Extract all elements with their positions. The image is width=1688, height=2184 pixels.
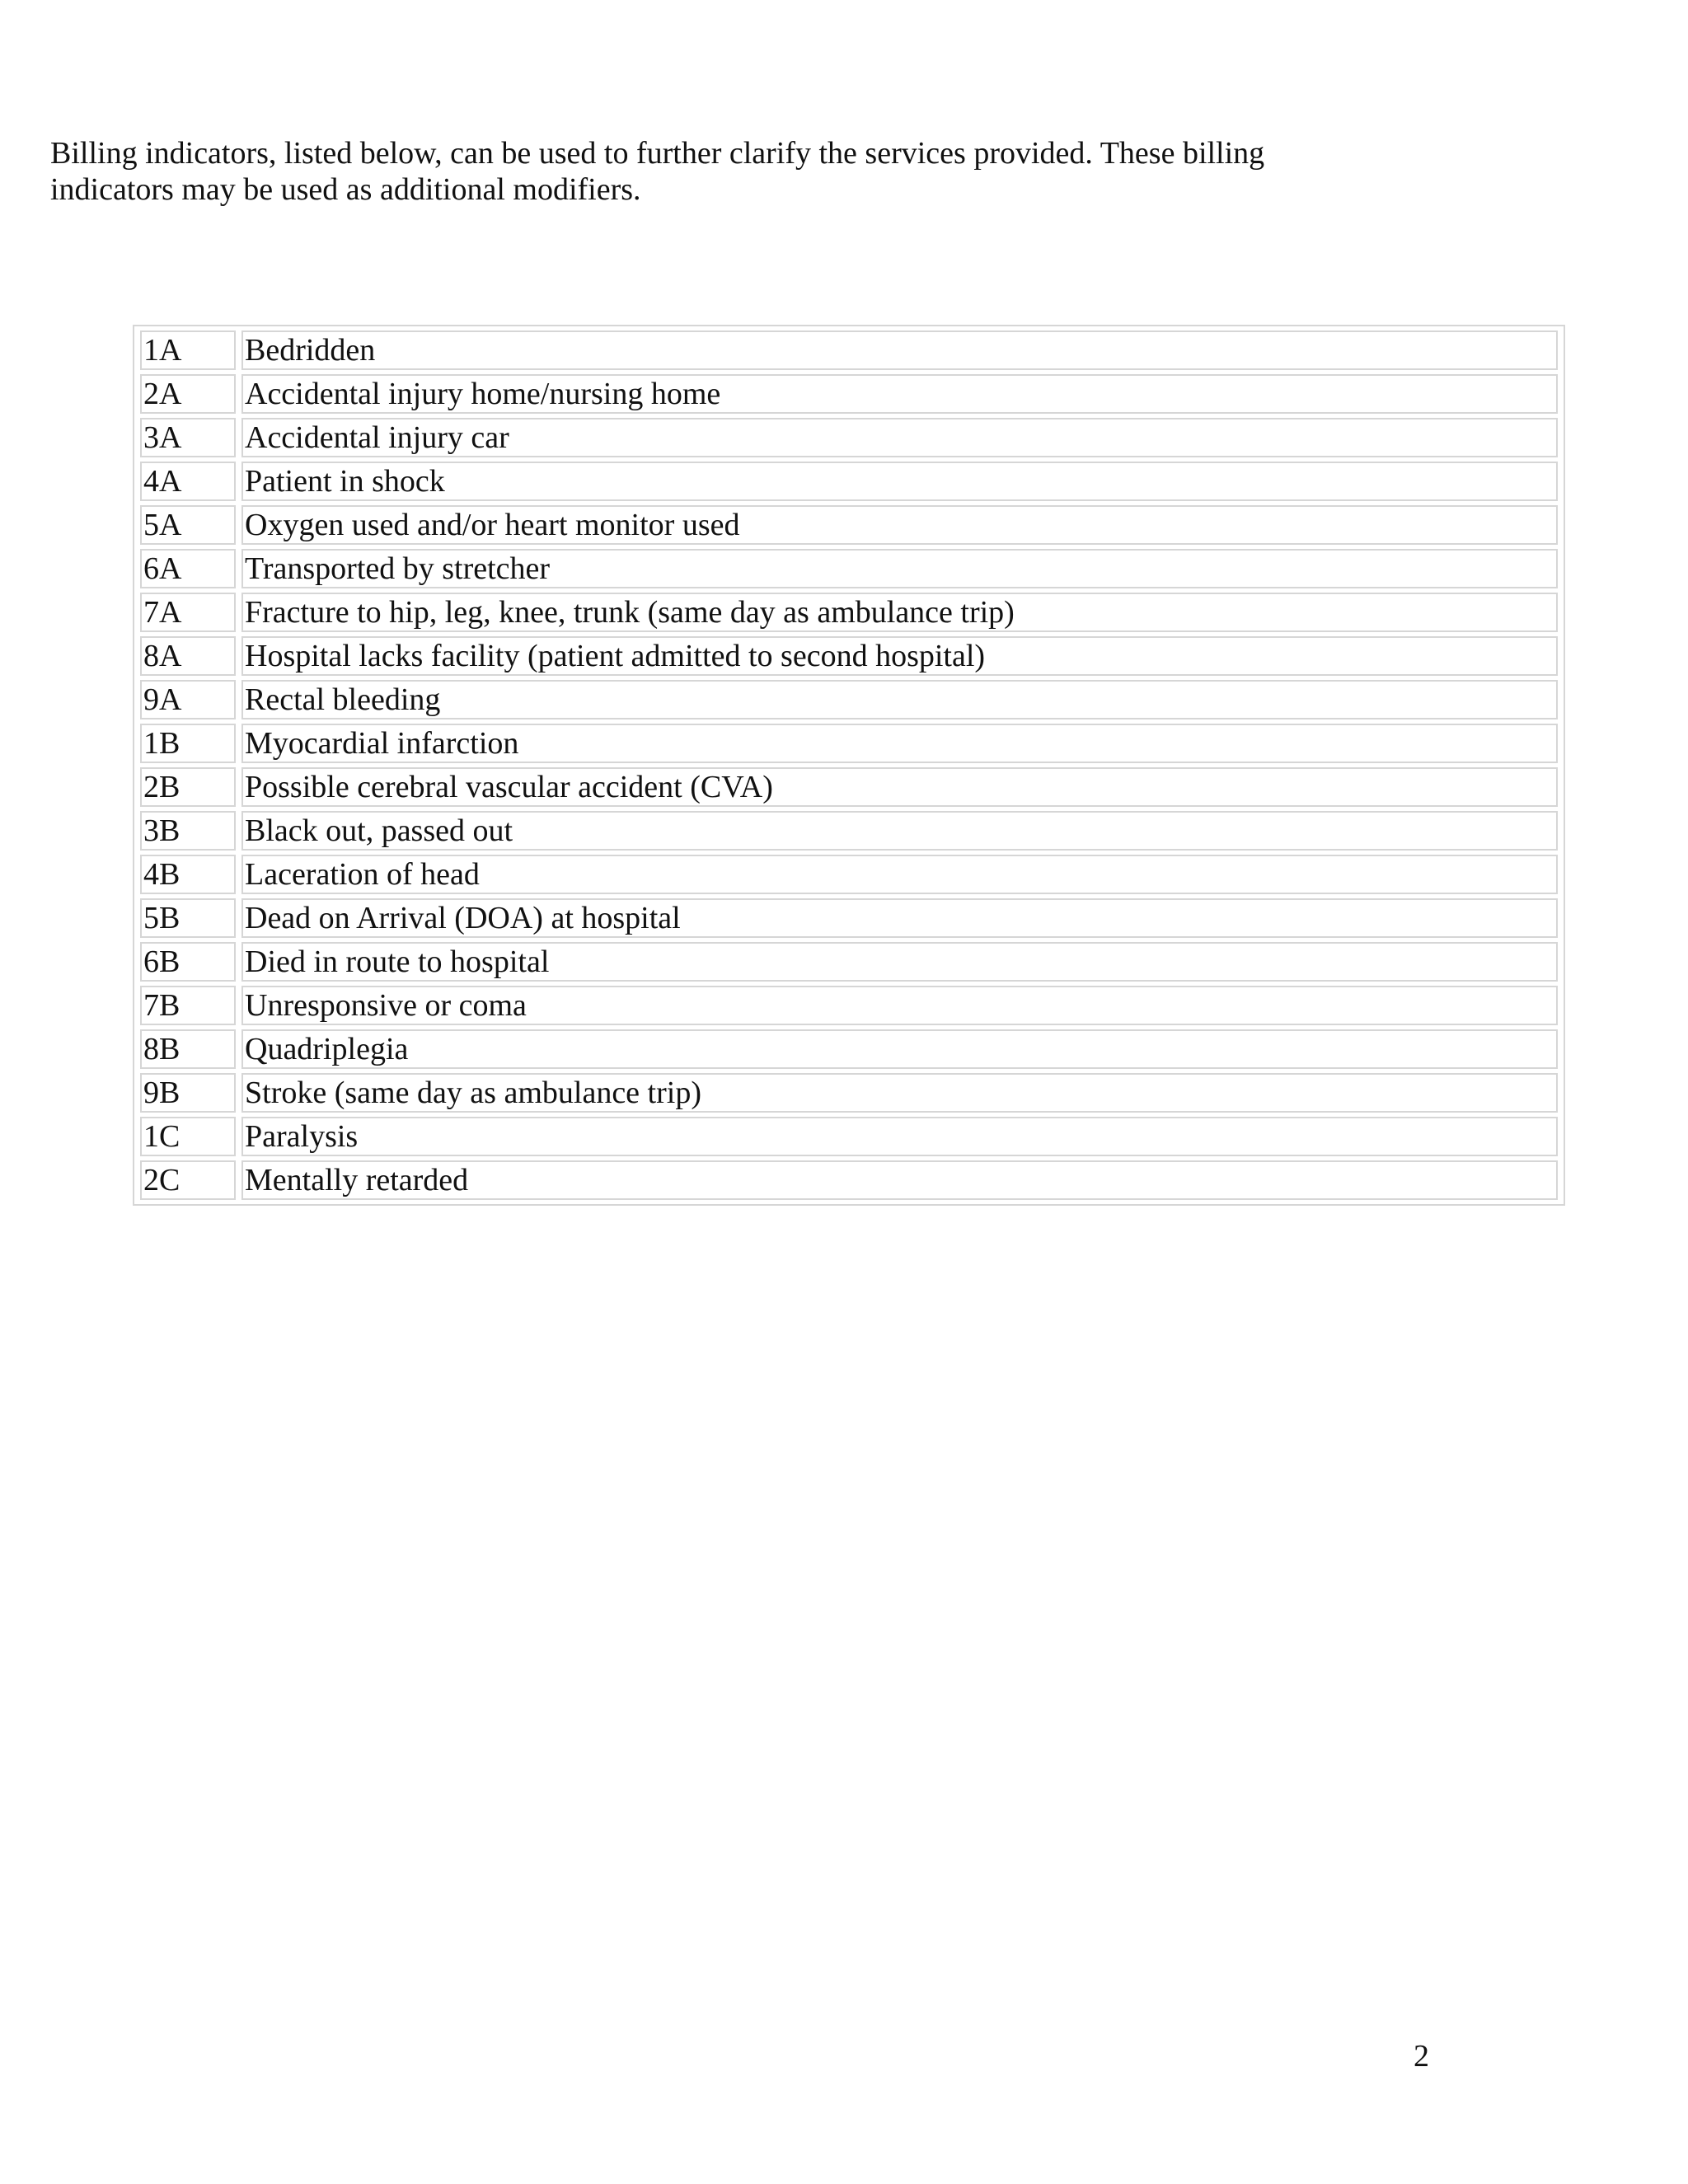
indicator-code: 3B bbox=[140, 811, 236, 851]
indicator-code: 8B bbox=[140, 1029, 236, 1069]
table-row bbox=[140, 724, 1558, 763]
indicator-description: Died in route to hospital bbox=[241, 942, 1558, 982]
indicator-description: Laceration of head bbox=[241, 855, 1558, 894]
indicator-code: 4B bbox=[140, 855, 236, 894]
indicator-description: Possible cerebral vascular accident (CVA) bbox=[241, 767, 1558, 807]
indicator-code: 9A bbox=[140, 680, 236, 719]
indicator-description: Transported by stretcher bbox=[241, 549, 1558, 588]
table-row bbox=[140, 593, 1558, 632]
table-row bbox=[140, 855, 1558, 894]
table-row bbox=[140, 374, 1558, 414]
indicator-code: 4A bbox=[140, 462, 236, 501]
indicator-description: Oxygen used and/or heart monitor used bbox=[241, 505, 1558, 545]
table-row bbox=[140, 549, 1558, 588]
indicator-description: Patient in shock bbox=[241, 462, 1558, 501]
indicator-code: 5A bbox=[140, 505, 236, 545]
indicator-code: 2B bbox=[140, 767, 236, 807]
indicator-code: 6A bbox=[140, 549, 236, 588]
indicator-code: 1A bbox=[140, 330, 236, 370]
indicator-code: 3A bbox=[140, 418, 236, 457]
table-row bbox=[140, 1073, 1558, 1113]
indicator-code: 8A bbox=[140, 636, 236, 676]
table-row bbox=[140, 1029, 1558, 1069]
indicator-description: Unresponsive or coma bbox=[241, 986, 1558, 1025]
indicator-code: 9B bbox=[140, 1073, 236, 1113]
intro-line-1: Billing indicators, listed below, can be used to further clarify the services provided. These billing bbox=[50, 136, 1265, 171]
indicator-description: Rectal bleeding bbox=[241, 680, 1558, 719]
table-row bbox=[140, 418, 1558, 457]
intro-line-2: indicators may be used as additional modifiers. bbox=[50, 172, 641, 207]
indicator-description: Accidental injury home/nursing home bbox=[241, 374, 1558, 414]
table-row bbox=[140, 505, 1558, 545]
table-row bbox=[140, 942, 1558, 982]
indicator-description: Accidental injury car bbox=[241, 418, 1558, 457]
table-row bbox=[140, 811, 1558, 851]
indicator-description: Stroke (same day as ambulance trip) bbox=[241, 1073, 1558, 1113]
indicator-description: Quadriplegia bbox=[241, 1029, 1558, 1069]
table-row bbox=[140, 462, 1558, 501]
indicator-code: 5B bbox=[140, 898, 236, 938]
billing-indicators-table bbox=[133, 325, 1565, 1206]
indicator-code: 1C bbox=[140, 1117, 236, 1156]
indicator-description: Paralysis bbox=[241, 1117, 1558, 1156]
indicator-description: Black out, passed out bbox=[241, 811, 1558, 851]
billing-indicators-body bbox=[140, 330, 1558, 1200]
indicator-description: Dead on Arrival (DOA) at hospital bbox=[241, 898, 1558, 938]
indicator-code: 1B bbox=[140, 724, 236, 763]
table-row bbox=[140, 680, 1558, 719]
table-row bbox=[140, 1160, 1558, 1200]
indicator-code: 7A bbox=[140, 593, 236, 632]
indicator-code: 6B bbox=[140, 942, 236, 982]
table-row bbox=[140, 330, 1558, 370]
indicator-description: Fracture to hip, leg, knee, trunk (same day as ambulance trip) bbox=[241, 593, 1558, 632]
indicator-description: Bedridden bbox=[241, 330, 1558, 370]
indicator-description: Mentally retarded bbox=[241, 1160, 1558, 1200]
table-row bbox=[140, 767, 1558, 807]
indicator-code: 2C bbox=[140, 1160, 236, 1200]
table-row bbox=[140, 636, 1558, 676]
table-row bbox=[140, 986, 1558, 1025]
indicator-description: Myocardial infarction bbox=[241, 724, 1558, 763]
indicator-description: Hospital lacks facility (patient admitted to second hospital) bbox=[241, 636, 1558, 676]
intro-paragraph bbox=[50, 135, 1402, 208]
indicator-code: 2A bbox=[140, 374, 236, 414]
table-row bbox=[140, 1117, 1558, 1156]
page-number: 2 bbox=[1414, 2039, 1429, 2074]
table-row bbox=[140, 898, 1558, 938]
indicator-code: 7B bbox=[140, 986, 236, 1025]
